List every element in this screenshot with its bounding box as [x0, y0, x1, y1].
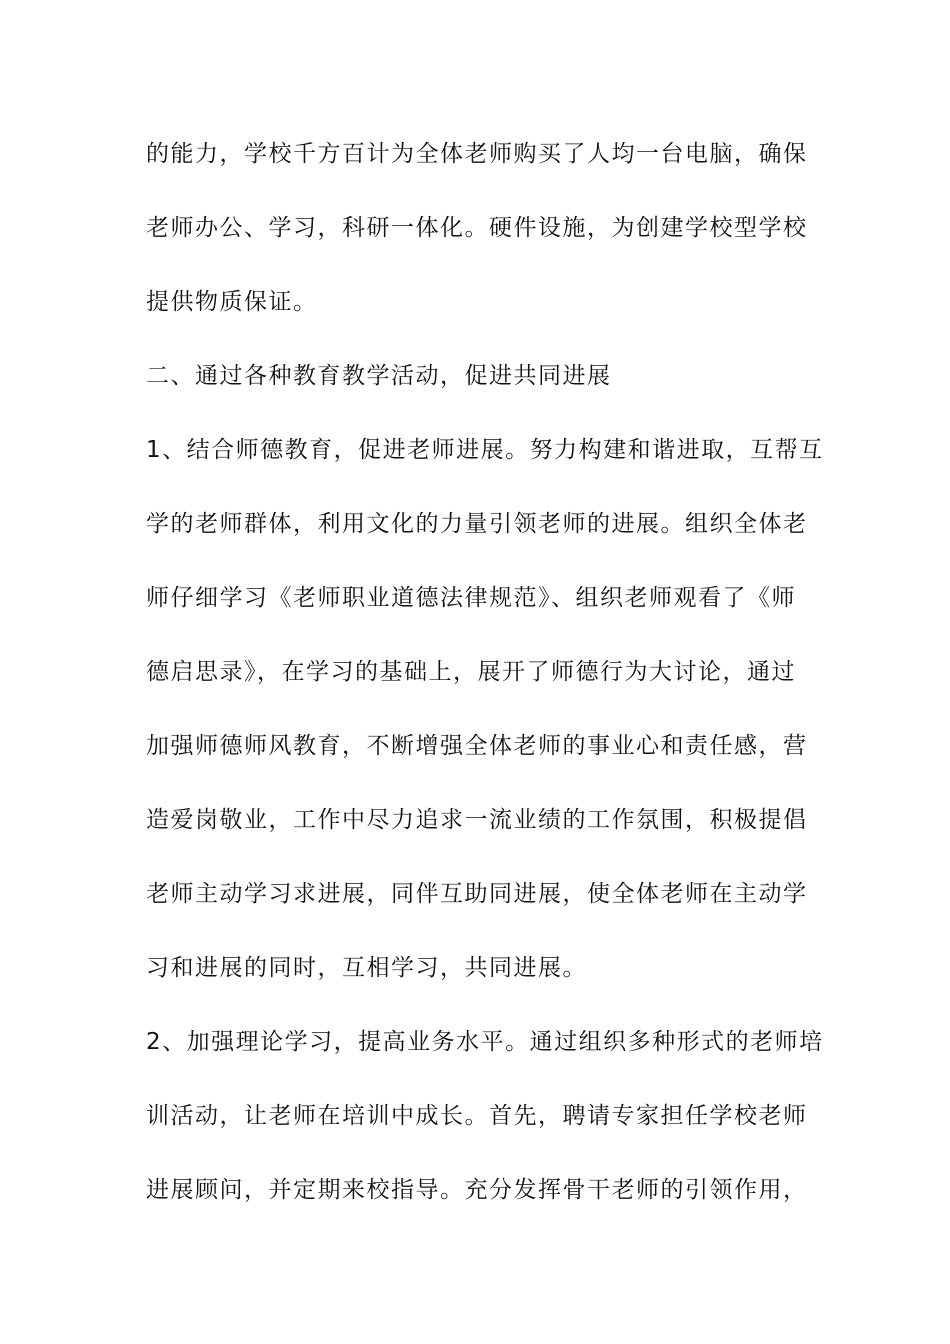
text-line: 师仔细学习《老师职业道德法律规范》、组织老师观看了《师: [146, 585, 796, 611]
text-line: 学的老师群体，利用文化的力量引领老师的进展。组织全体老: [146, 511, 808, 537]
text-line: 习和进展的同时，互相学习，共同进展。: [146, 955, 587, 981]
text-line: 老师办公、学习，科研一体化。硬件设施，为创建学校型学校: [146, 215, 808, 241]
text-line: 2、加强理论学习，提高业务水平。通过组织多种形式的老师培: [146, 1029, 824, 1055]
text-line: 造爱岗敬业，工作中尽力追求一流业绩的工作氛围，积极提倡: [146, 807, 808, 833]
text-line: 进展顾问，并定期来校指导。充分发挥骨干老师的引领作用，: [146, 1177, 808, 1203]
text-line: 加强师德师风教育，不断增强全体老师的事业心和责任感，营: [146, 733, 808, 759]
text-line: 德启思录》，在学习的基础上，展开了师德行为大讨论，通过: [146, 659, 796, 685]
section-heading: 二、通过各种教育教学活动，促进共同进展: [146, 363, 612, 389]
text-line: 老师主动学习求进展，同伴互助同进展，使全体老师在主动学: [146, 881, 808, 907]
text-line: 的能力，学校千方百计为全体老师购买了人均一台电脑，确保: [146, 141, 808, 167]
text-line: 训活动，让老师在培训中成长。首先，聘请专家担任学校老师: [146, 1103, 808, 1129]
text-line: 提供物质保证。: [146, 289, 318, 315]
text-line: 1、结合师德教育，促进老师进展。努力构建和谐进取，互帮互: [146, 437, 824, 463]
